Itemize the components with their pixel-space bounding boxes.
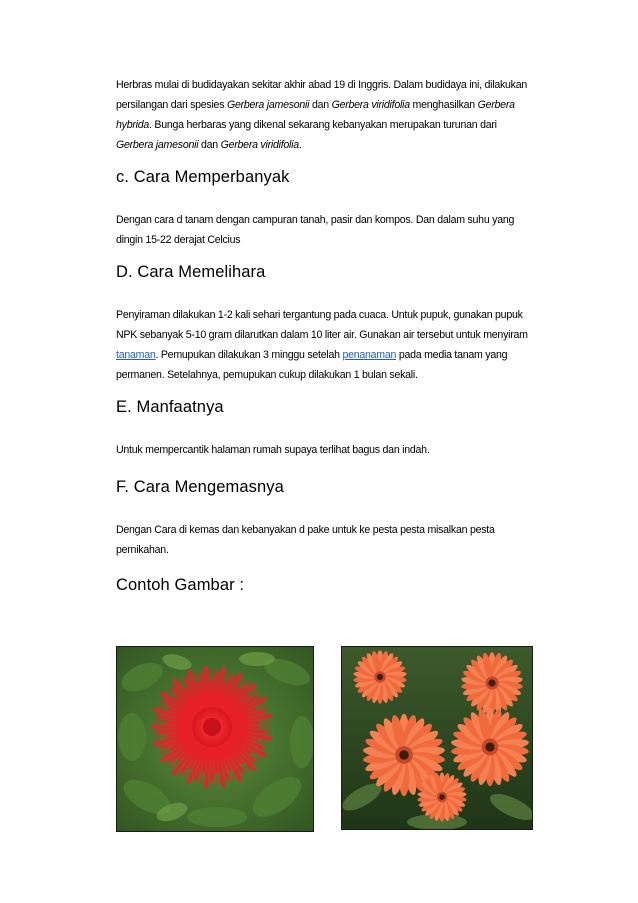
- paragraph-line: dingin 15-22 derajat Celcius: [116, 234, 241, 246]
- species-name: Gerbera viridifolia: [220, 139, 299, 151]
- paragraph-cara-mengemasnya: [116, 520, 576, 560]
- species-name: hybrida: [116, 119, 149, 131]
- photo-orange-gerberas: [341, 646, 533, 830]
- species-name: Gerbera: [477, 99, 515, 111]
- paragraph-line: Dengan Cara di kemas dan kebanyakan d pake untuk ke pesta pesta misalkan pesta: [116, 524, 495, 536]
- intro-line-2: [116, 95, 576, 115]
- paragraph-line: pernikahan.: [116, 544, 169, 556]
- species-name: Gerbera jamesonii: [226, 99, 310, 111]
- text: . Pemupukan dilakukan 3 minggu setelah: [155, 349, 343, 361]
- paragraph-line: NPK sebanyak 5-10 gram dilarutkan dalam 10 liter air. Gunakan air tersebut untuk menyiram: [116, 329, 528, 341]
- heading-cara-mengemasnya: F. Cara Mengemasnya: [116, 478, 284, 496]
- heading-manfaatnya: E. Manfaatnya: [116, 398, 224, 416]
- intro-paragraph: [116, 75, 576, 155]
- text: dan: [198, 139, 221, 151]
- heading-contoh-gambar: Contoh Gambar :: [116, 576, 245, 594]
- species-name: Gerbera jamesonii: [116, 139, 199, 151]
- species-name: Gerbera viridifolia: [331, 99, 410, 111]
- intro-line-4: [116, 135, 576, 155]
- text: . Bunga herbaras yang dikenal sekarang kebanyakan merupakan turunan dari: [149, 119, 497, 131]
- paragraph-line: Penyiraman dilakukan 1-2 kali sehari tergantung pada cuaca. Untuk pupuk, gunakan pupuk: [116, 309, 523, 321]
- paragraph-line: [116, 345, 576, 365]
- text: persilangan dari spesies: [116, 99, 227, 111]
- red-gerbera-image: [117, 647, 313, 831]
- heading-cara-memperbanyak: c. Cara Memperbanyak: [116, 168, 290, 186]
- paragraph-manfaatnya: [116, 440, 576, 460]
- paragraph-line: permanen. Setelahnya, pemupukan cukup dilakukan 1 bulan sekali.: [116, 369, 418, 381]
- paragraph-line: Dengan cara d tanam dengan campuran tanah, pasir dan kompos. Dan dalam suhu yang: [116, 214, 515, 226]
- photo-red-gerbera: [116, 646, 314, 832]
- text: dan: [309, 99, 332, 111]
- flower-disc: [377, 674, 383, 680]
- paragraph-line: Untuk mempercantik halaman rumah supaya terlihat bagus dan indah.: [116, 444, 430, 456]
- text: pada media tanam yang: [396, 349, 508, 361]
- paragraph-cara-memelihara: [116, 305, 576, 385]
- orange-gerberas-image: [342, 647, 532, 829]
- intro-line-1: Herbras mulai di budidayakan sekitar akhir abad 19 di Inggris. Dalam budidaya ini, dilakukan: [116, 79, 527, 91]
- link-tanaman[interactable]: tanaman: [116, 349, 156, 361]
- heading-cara-memelihara: D. Cara Memelihara: [116, 263, 266, 281]
- text: menghasilkan: [409, 99, 478, 111]
- flower-disc: [399, 750, 409, 760]
- intro-line-3: [116, 115, 576, 135]
- flower-disc: [485, 742, 494, 751]
- flower-disc: [488, 679, 495, 686]
- paragraph-cara-memperbanyak: [116, 210, 576, 250]
- link-penanaman[interactable]: penanaman: [342, 349, 397, 361]
- text: .: [298, 139, 302, 151]
- flower-disc: [439, 794, 445, 800]
